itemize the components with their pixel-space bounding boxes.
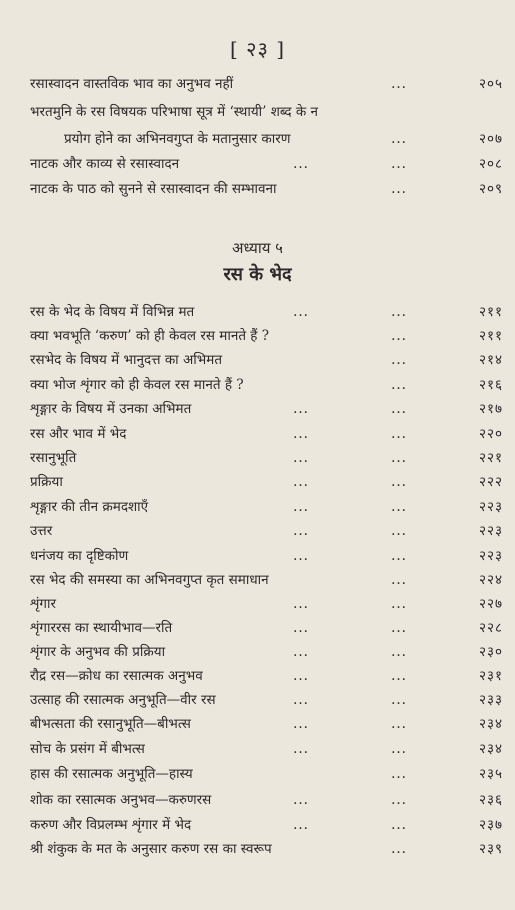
toc-entry xyxy=(0,447,515,469)
toc-entry-title: भरतमुनि के रस विषयक परिभाषा सूत्र में ‘स्थायी’ शब्द के न xyxy=(30,104,319,120)
toc-entry xyxy=(0,128,515,150)
toc-entry xyxy=(0,496,515,518)
leader-dots: ... xyxy=(391,76,407,92)
leader-dots: ... xyxy=(293,401,309,417)
leader-dots: ... xyxy=(391,644,407,660)
leader-dots: ... xyxy=(391,741,407,757)
leader-dots: ... xyxy=(391,401,407,417)
toc-entry-title: क्या भोज शृंगार को ही केवल रस मानते हैं ? xyxy=(30,377,244,393)
toc-entry-title: रस के भेद के विषय में विभिन्न मत xyxy=(30,304,195,320)
leader-dots: ... xyxy=(391,548,407,564)
leader-dots: ... xyxy=(391,450,407,466)
leader-dots: ... xyxy=(293,817,309,833)
toc-entry-page: २२० xyxy=(478,426,503,442)
leader-dots: ... xyxy=(391,304,407,320)
toc-entry-page: २२४ xyxy=(478,572,503,588)
leader-dots: ... xyxy=(293,792,309,808)
leader-dots: ... xyxy=(293,668,309,684)
leader-dots: ... xyxy=(293,426,309,442)
toc-entry-page: २३७ xyxy=(478,817,503,833)
toc-entry-title: श्री शंकुक के मत के अनुसार करुण रस का स्वरूप xyxy=(30,841,272,857)
leader-dots: ... xyxy=(293,499,309,515)
toc-entry-page: २०५ xyxy=(478,76,503,92)
toc-entry-title: क्या भवभूति ‘करुण’ को ही केवल रस मानते हैं ? xyxy=(30,328,269,344)
toc-entry xyxy=(0,153,515,175)
toc-entry-page: २३६ xyxy=(478,792,503,808)
toc-entry-title: नाटक के पाठ को सुनने से रसास्वादन की सम्भावना xyxy=(30,181,277,197)
toc-entry-page: २२१ xyxy=(478,450,503,466)
toc-entry-title: प्रक्रिया xyxy=(30,474,63,490)
toc-entry-title: बीभत्सता की रसानुभूति—बीभत्स xyxy=(30,716,191,732)
leader-dots: ... xyxy=(293,596,309,612)
toc-entry xyxy=(0,593,515,615)
toc-entry xyxy=(0,763,515,785)
leader-dots: ... xyxy=(293,474,309,490)
toc-entry-title: शृङ्गार के विषय में उनका अभिमत xyxy=(30,401,192,417)
toc-entry-title: शृंगार के अनुभव की प्रक्रिया xyxy=(30,644,166,660)
leader-dots: ... xyxy=(293,741,309,757)
leader-dots: ... xyxy=(391,841,407,857)
leader-dots: ... xyxy=(391,426,407,442)
toc-entry xyxy=(0,617,515,639)
leader-dots: ... xyxy=(391,156,407,172)
toc-entry xyxy=(0,101,515,123)
chapter-label: अध्याय ५ xyxy=(232,239,283,257)
leader-dots: ... xyxy=(391,716,407,732)
toc-entry-page: २१४ xyxy=(478,352,503,368)
leader-dots: ... xyxy=(293,450,309,466)
toc-entry-title: प्रयोग होने का अभिनवगुप्त के मतानुसार कारण xyxy=(64,131,291,147)
leader-dots: ... xyxy=(391,328,407,344)
toc-entry-page: २१६ xyxy=(478,377,503,393)
toc-entry xyxy=(0,374,515,396)
toc-entry xyxy=(0,423,515,445)
toc-entry-title: रौद्र रस—क्रोध का रसात्मक अनुभव xyxy=(30,668,203,684)
toc-entry-title: हास की रसात्मक अनुभूति—हास्य xyxy=(30,766,193,782)
chapter-title: रस के भेद xyxy=(223,264,292,285)
toc-entry-title: उत्तर xyxy=(30,523,53,539)
toc-entry-title: रसभेद के विषय में भानुदत्त का अभिमत xyxy=(30,352,223,368)
leader-dots: ... xyxy=(391,817,407,833)
leader-dots: ... xyxy=(293,548,309,564)
leader-dots: ... xyxy=(391,499,407,515)
leader-dots: ... xyxy=(391,572,407,588)
leader-dots: ... xyxy=(391,377,407,393)
toc-entry-page: २३९ xyxy=(478,841,503,857)
toc-entry-page: २२३ xyxy=(478,548,503,564)
toc-entry-title: करुण और विप्रलम्भ शृंगार में भेद xyxy=(30,817,192,833)
toc-entry xyxy=(0,349,515,371)
toc-entry-page: २२७ xyxy=(478,596,503,612)
leader-dots: ... xyxy=(391,766,407,782)
toc-entry xyxy=(0,73,515,95)
leader-dots: ... xyxy=(391,692,407,708)
toc-entry-page: २०७ xyxy=(478,131,503,147)
leader-dots: ... xyxy=(391,596,407,612)
toc-entry-title: शृङ्गार की तीन क्रमदशाएँ xyxy=(30,499,149,515)
leader-dots: ... xyxy=(391,131,407,147)
toc-entry-page: २३४ xyxy=(478,716,503,732)
toc-entry-title: रस भेद की समस्या का अभिनवगुप्त कृत समाधान xyxy=(30,572,269,588)
toc-entry-title: नाटक और काव्य से रसास्वादन xyxy=(30,156,180,172)
toc-entry-page: २११ xyxy=(478,304,503,320)
leader-dots: ... xyxy=(391,668,407,684)
page-number: [ २३ ] xyxy=(229,37,286,61)
toc-entry xyxy=(0,689,515,711)
toc-entry-page: २११ xyxy=(478,328,503,344)
leader-dots: ... xyxy=(391,620,407,636)
toc-entry xyxy=(0,471,515,493)
toc-entry-page: २०९ xyxy=(478,181,503,197)
toc-entry xyxy=(0,713,515,735)
toc-entry xyxy=(0,814,515,836)
toc-entry-page: २२३ xyxy=(478,499,503,515)
toc-entry-page: २३१ xyxy=(478,668,503,684)
toc-entry-title: सोच के प्रसंग में बीभत्स xyxy=(30,741,145,757)
toc-entry xyxy=(0,665,515,687)
leader-dots: ... xyxy=(293,156,309,172)
toc-entry xyxy=(0,569,515,591)
toc-entry xyxy=(0,301,515,323)
toc-entry-title: रसानुभूति xyxy=(30,450,77,466)
toc-entry xyxy=(0,325,515,347)
toc-entry xyxy=(0,398,515,420)
toc-entry xyxy=(0,520,515,542)
toc-entry xyxy=(0,178,515,200)
toc-entry-page: २२८ xyxy=(478,620,503,636)
toc-entry-page: २२२ xyxy=(478,474,503,490)
toc-entry-title: उत्साह की रसात्मक अनुभूति—वीर रस xyxy=(30,692,216,708)
leader-dots: ... xyxy=(391,181,407,197)
toc-entry-page: २३० xyxy=(478,644,503,660)
toc-entry-title: शृंगाररस का स्थायीभाव—रति xyxy=(30,620,173,636)
leader-dots: ... xyxy=(391,474,407,490)
toc-entry xyxy=(0,545,515,567)
toc-entry-title: शृंगार xyxy=(30,596,57,612)
toc-entry-page: २२३ xyxy=(478,523,503,539)
toc-entry xyxy=(0,789,515,811)
leader-dots: ... xyxy=(293,716,309,732)
toc-entry-page: २३५ xyxy=(478,766,503,782)
toc-entry-title: रस और भाव में भेद xyxy=(30,426,127,442)
toc-entry-page: २३३ xyxy=(478,692,503,708)
leader-dots: ... xyxy=(293,692,309,708)
leader-dots: ... xyxy=(391,792,407,808)
toc-entry xyxy=(0,641,515,663)
leader-dots: ... xyxy=(293,523,309,539)
toc-entry-title: शोक का रसात्मक अनुभव—करुणरस xyxy=(30,792,212,808)
toc-entry-page: २३४ xyxy=(478,741,503,757)
leader-dots: ... xyxy=(293,644,309,660)
leader-dots: ... xyxy=(391,523,407,539)
toc-entry-title: धनंजय का दृष्टिकोण xyxy=(30,548,129,564)
toc-entry-title: रसास्वादन वास्तविक भाव का अनुभव नहीं xyxy=(30,76,234,92)
toc-entry xyxy=(0,838,515,860)
leader-dots: ... xyxy=(293,304,309,320)
toc-entry-page: २०८ xyxy=(478,156,503,172)
toc-entry-page: २१७ xyxy=(478,401,503,417)
toc-entry xyxy=(0,738,515,760)
leader-dots: ... xyxy=(391,352,407,368)
leader-dots: ... xyxy=(293,620,309,636)
